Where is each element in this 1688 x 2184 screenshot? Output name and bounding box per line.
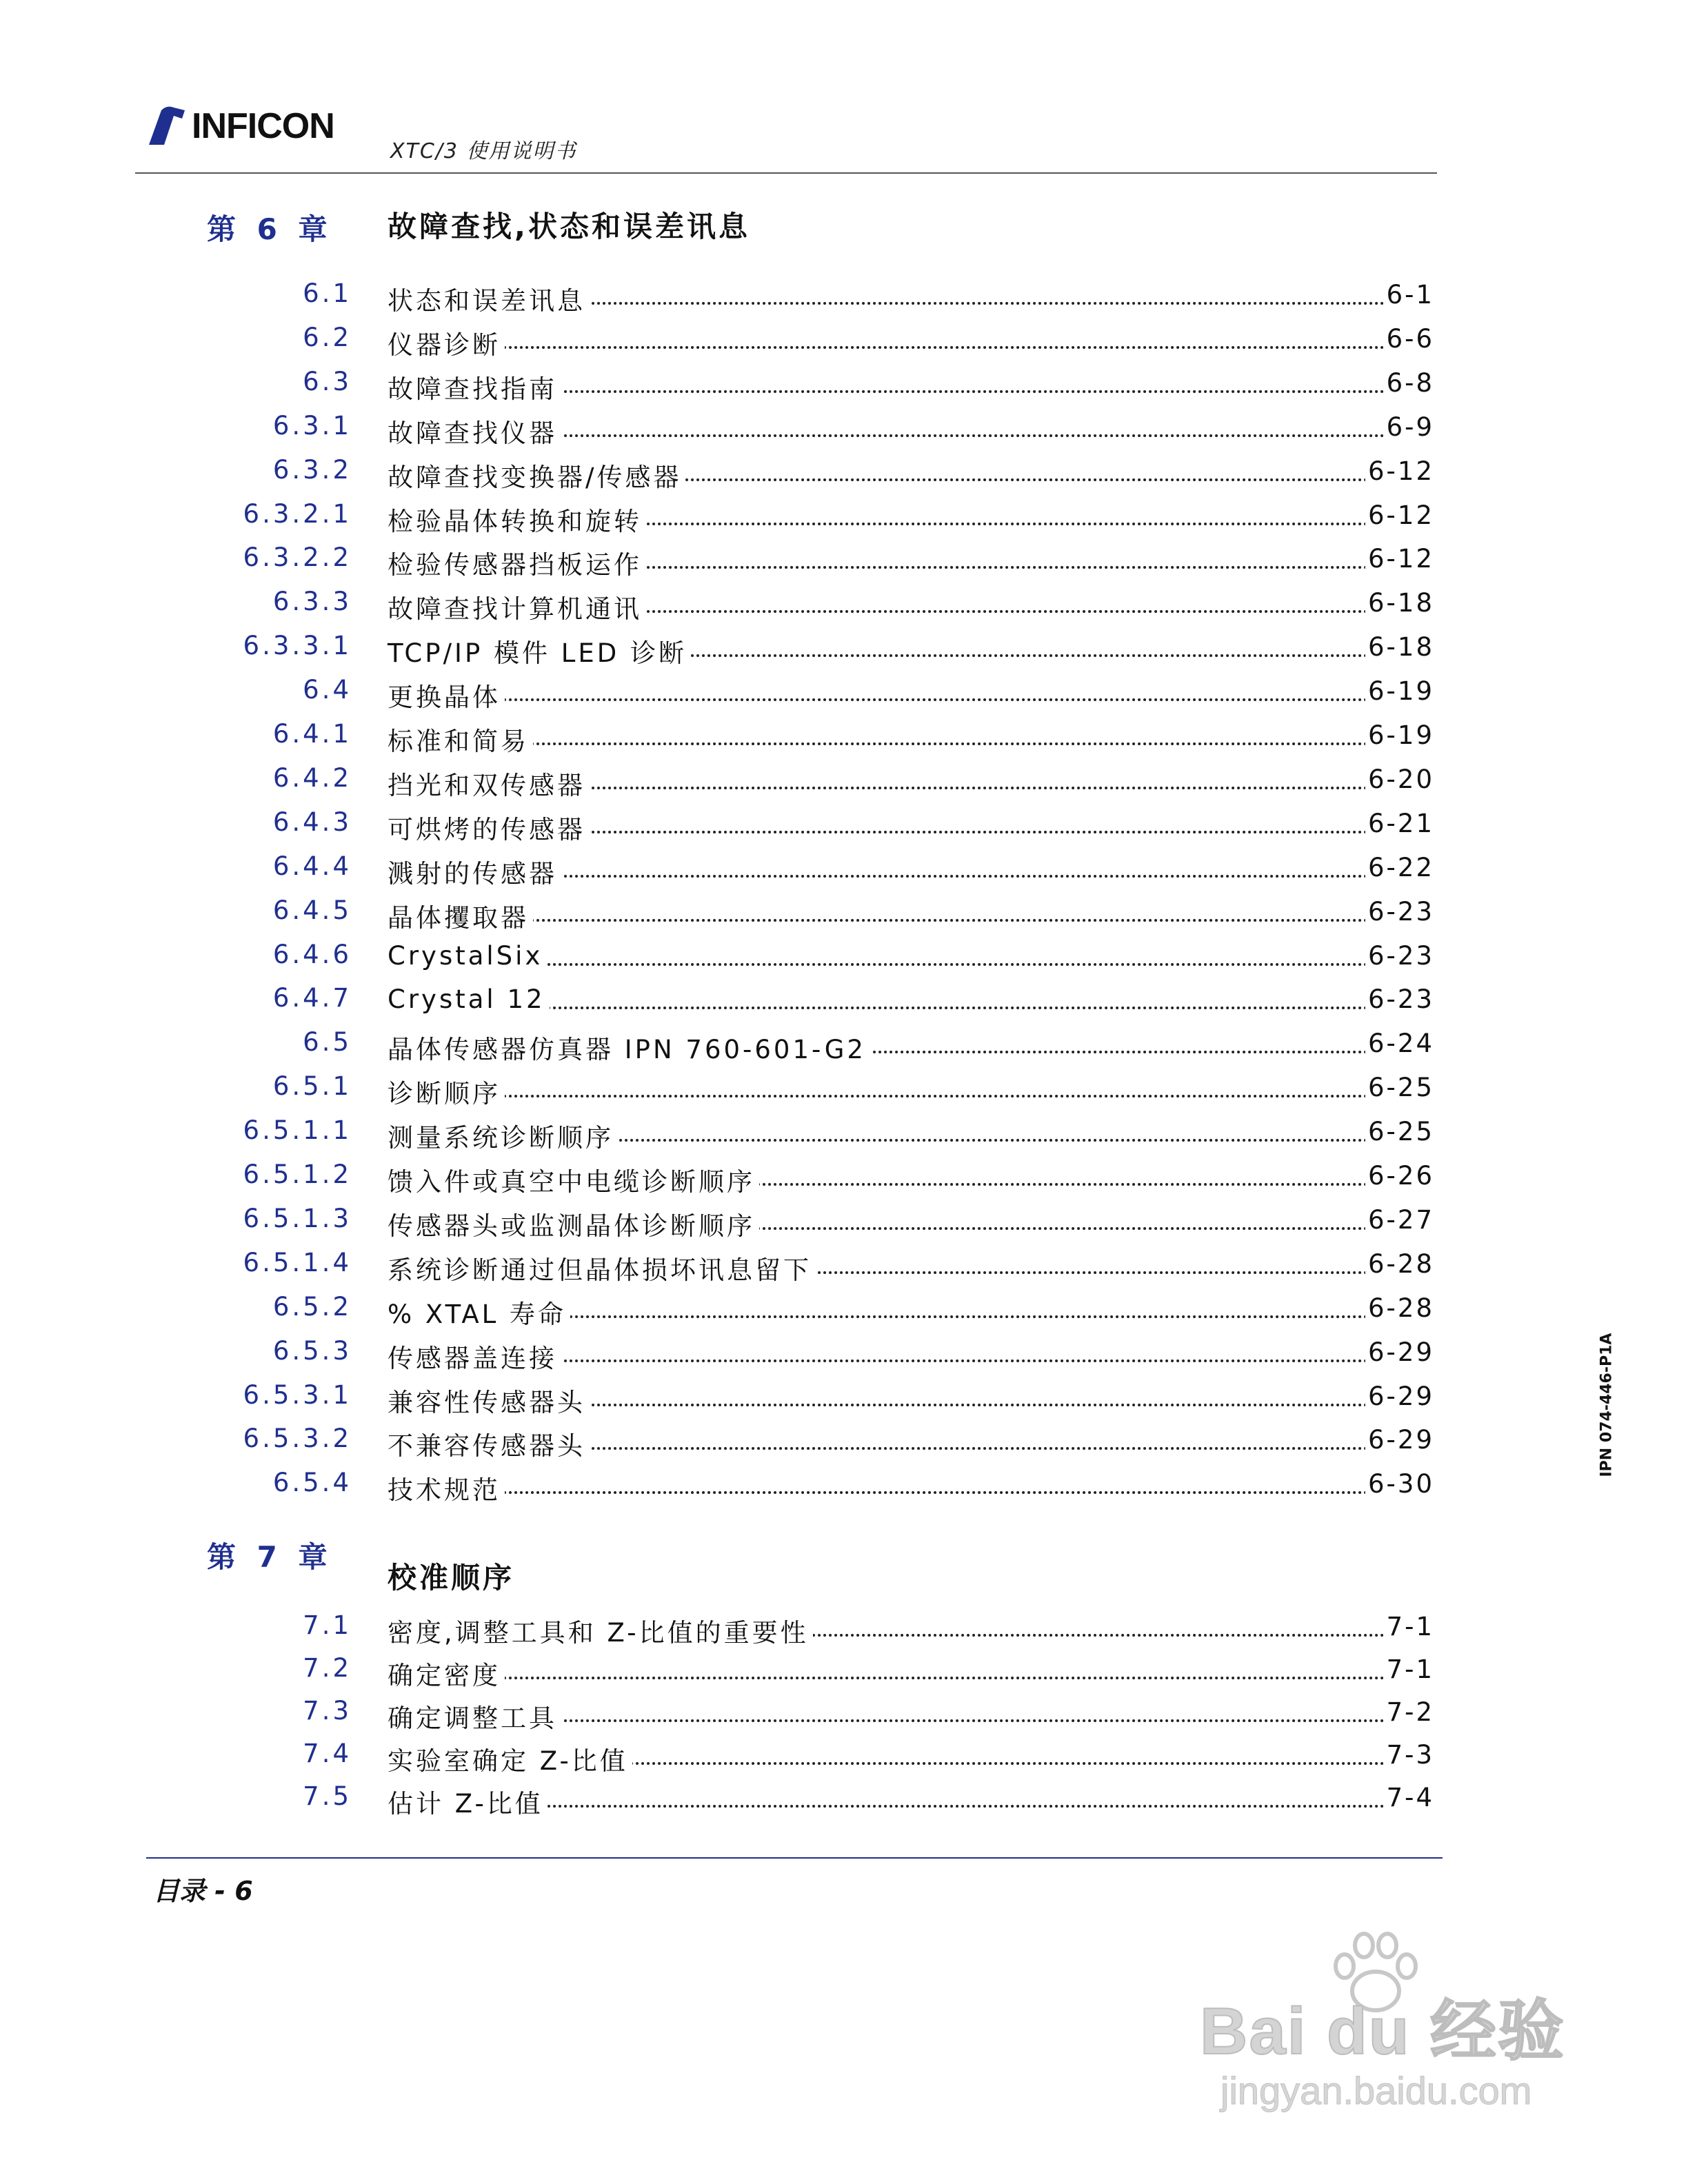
toc-entry-title: 确定调整工具 bbox=[388, 1697, 561, 1735]
toc-entry[interactable] bbox=[0, 940, 1434, 978]
toc-entry-page: 6-25 bbox=[1365, 1073, 1434, 1102]
toc-entry-title: 仪器诊断 bbox=[388, 324, 505, 361]
toc-entry-title: 故障查找指南 bbox=[388, 368, 561, 405]
toc-entry-number: 6.3.2.1 bbox=[243, 498, 352, 529]
toc-entry-number: 6.5.1.4 bbox=[243, 1247, 352, 1277]
chapter-title: 校准顺序 bbox=[388, 1561, 515, 1595]
toc-entry-number: 6.4.6 bbox=[272, 939, 352, 969]
toc-entry-page: 6-30 bbox=[1365, 1469, 1434, 1499]
toc-dot-leader bbox=[388, 742, 1434, 745]
header-rule bbox=[135, 172, 1437, 174]
toc-entry-title: 实验室确定 Z-比值 bbox=[388, 1740, 632, 1777]
toc-entry-number: 6.4.2 bbox=[272, 762, 352, 793]
side-ipn-label: IPN 074-446-P1A bbox=[1598, 1333, 1616, 1477]
watermark-url: jingyan.baidu.com bbox=[1220, 2069, 1532, 2112]
toc-entry[interactable] bbox=[0, 1424, 1434, 1462]
toc-dot-leader bbox=[388, 1491, 1434, 1494]
toc-entry-page: 6-20 bbox=[1365, 765, 1434, 794]
toc-entry-number: 7.2 bbox=[303, 1653, 352, 1683]
toc-entry-page: 6-19 bbox=[1365, 720, 1434, 750]
toc-dot-leader bbox=[388, 919, 1434, 922]
toc-entry-number: 6.5.1 bbox=[272, 1071, 352, 1102]
toc-entry-title: 晶体传感器仿真器 IPN 760-601-G2 bbox=[388, 1029, 870, 1066]
toc-entry[interactable] bbox=[0, 1610, 1434, 1649]
toc-entry-page: 6-12 bbox=[1365, 544, 1434, 574]
toc-entry-number: 6.5 bbox=[303, 1027, 352, 1058]
toc-entry-title: 估计 Z-比值 bbox=[388, 1783, 547, 1820]
toc-entry[interactable] bbox=[0, 279, 1434, 317]
toc-entry[interactable] bbox=[0, 983, 1434, 1022]
toc-entry-number: 6.4.7 bbox=[272, 983, 352, 1013]
toc-entry[interactable] bbox=[0, 763, 1434, 802]
toc-entry-number: 6.5.4 bbox=[272, 1468, 352, 1498]
toc-entry-title: 状态和误差讯息 bbox=[388, 280, 590, 317]
toc-entry-page: 6-6 bbox=[1384, 324, 1434, 354]
toc-entry-page: 6-27 bbox=[1365, 1205, 1434, 1235]
toc-entry-number: 6.3.1 bbox=[272, 410, 352, 441]
toc-entry-number: 6.5.1.3 bbox=[243, 1203, 352, 1233]
toc-entry-title: Crystal 12 bbox=[388, 984, 550, 1014]
toc-entry-title: 密度,调整工具和 Z-比值的重要性 bbox=[388, 1612, 813, 1649]
toc-entry-page: 7-1 bbox=[1384, 1612, 1434, 1641]
toc-entry-page: 6-23 bbox=[1365, 897, 1434, 927]
toc-entry-title: 传感器盖连接 bbox=[388, 1337, 561, 1375]
toc-entry[interactable] bbox=[0, 807, 1434, 846]
toc-entry-number: 6.1 bbox=[303, 279, 352, 308]
watermark-brand: Bai du 经验 bbox=[1200, 1994, 1566, 2068]
toc-entry-page: 6-28 bbox=[1365, 1249, 1434, 1279]
toc-entry-page: 7-3 bbox=[1384, 1740, 1434, 1770]
toc-entry[interactable] bbox=[0, 631, 1434, 669]
toc-entry-number: 6.4 bbox=[303, 675, 352, 705]
toc-entry-number: 6.3.2 bbox=[272, 454, 352, 485]
toc-entry-page: 6-19 bbox=[1365, 676, 1434, 706]
toc-entry[interactable] bbox=[0, 1380, 1434, 1419]
toc-entry-title: 测量系统诊断顺序 bbox=[388, 1117, 618, 1154]
chapter-label: 第 6 章 bbox=[207, 212, 333, 246]
baidu-watermark bbox=[1200, 1930, 1586, 2151]
toc-entry-page: 7-1 bbox=[1384, 1655, 1434, 1684]
toc-entry-title: 可烘烤的传感器 bbox=[388, 809, 590, 846]
toc-entry-page: 6-25 bbox=[1365, 1117, 1434, 1146]
toc-entry[interactable] bbox=[0, 367, 1434, 405]
toc-entry[interactable] bbox=[0, 1292, 1434, 1331]
toc-entry[interactable] bbox=[0, 543, 1434, 581]
toc-dot-leader bbox=[388, 698, 1434, 701]
toc-entry-title: 确定密度 bbox=[388, 1655, 505, 1692]
toc-entry[interactable] bbox=[0, 411, 1434, 449]
toc-entry[interactable] bbox=[0, 1160, 1434, 1198]
toc-entry[interactable] bbox=[0, 896, 1434, 934]
toc-entry-number: 6.3 bbox=[303, 366, 352, 396]
toc-entry-number: 6.4.4 bbox=[272, 851, 352, 881]
toc-entry-number: 6.3.3.1 bbox=[243, 631, 352, 661]
toc-entry[interactable] bbox=[0, 1781, 1434, 1820]
toc-entry-number: 7.3 bbox=[303, 1696, 352, 1726]
toc-entry-title: 检验晶体转换和旋转 bbox=[388, 501, 646, 538]
toc-entry-number: 6.4.1 bbox=[272, 719, 352, 749]
toc-entry-title: 检验传感器挡板运作 bbox=[388, 544, 646, 581]
toc-entry[interactable] bbox=[0, 1468, 1434, 1506]
toc-entry-number: 6.5.3.1 bbox=[243, 1379, 352, 1410]
chapter-label: 第 7 章 bbox=[207, 1540, 333, 1574]
toc-entry-title: 晶体攫取器 bbox=[388, 897, 533, 934]
toc-entry-page: 6-23 bbox=[1365, 941, 1434, 971]
toc-entry-title: 故障查找变换器/传感器 bbox=[388, 456, 685, 494]
toc-entry-title: 标准和简易 bbox=[388, 720, 533, 758]
toc-entry-page: 7-4 bbox=[1384, 1783, 1434, 1812]
toc-entry-number: 6.3.3 bbox=[272, 587, 352, 617]
toc-entry-number: 7.4 bbox=[303, 1739, 352, 1768]
toc-entry-number: 6.5.3.2 bbox=[243, 1424, 352, 1454]
toc-entry-page: 6-24 bbox=[1365, 1029, 1434, 1058]
toc-entry[interactable] bbox=[0, 455, 1434, 494]
toc-entry-page: 6-12 bbox=[1365, 501, 1434, 530]
toc-entry-title: 技术规范 bbox=[388, 1469, 505, 1506]
toc-entry-page: 6-18 bbox=[1365, 632, 1434, 662]
toc-entry[interactable] bbox=[0, 719, 1434, 758]
toc-entry-page: 6-26 bbox=[1365, 1161, 1434, 1191]
toc-entry-title: 溅射的传感器 bbox=[388, 853, 561, 890]
toc-entry[interactable] bbox=[0, 851, 1434, 890]
logo-text: INFICON bbox=[192, 106, 334, 146]
toc-entry-page: 6-18 bbox=[1365, 588, 1434, 618]
toc-entry-number: 6.5.3 bbox=[272, 1335, 352, 1366]
inficon-logo bbox=[146, 102, 334, 150]
toc-dot-leader bbox=[388, 346, 1434, 349]
footer-rule bbox=[146, 1857, 1443, 1859]
inficon-logo-icon bbox=[146, 105, 189, 148]
toc-entry-page: 6-9 bbox=[1384, 412, 1434, 442]
toc-entry[interactable] bbox=[0, 323, 1434, 361]
toc-entry[interactable] bbox=[0, 675, 1434, 714]
toc-entry-title: 馈入件或真空中电缆诊断顺序 bbox=[388, 1161, 759, 1198]
toc-dot-leader bbox=[388, 1095, 1434, 1098]
toc-entry[interactable] bbox=[0, 1115, 1434, 1154]
toc-entry-title: % XTAL 寿命 bbox=[388, 1293, 570, 1331]
toc-entry-title: 故障查找仪器 bbox=[388, 412, 561, 449]
toc-entry-title: 兼容性传感器头 bbox=[388, 1382, 590, 1419]
toc-entry-page: 6-29 bbox=[1365, 1425, 1434, 1455]
toc-entry-title: 挡光和双传感器 bbox=[388, 765, 590, 802]
toc-dot-leader bbox=[388, 1677, 1434, 1679]
toc-entry-page: 6-28 bbox=[1365, 1293, 1434, 1323]
toc-entry-page: 6-22 bbox=[1365, 853, 1434, 882]
toc-entry-number: 7.1 bbox=[303, 1610, 352, 1640]
toc-entry-title: 诊断顺序 bbox=[388, 1073, 505, 1110]
toc-entry-title: 传感器头或监测晶体诊断顺序 bbox=[388, 1205, 759, 1242]
toc-entry-title: 更换晶体 bbox=[388, 676, 505, 714]
toc-entry-title: 故障查找计算机通讯 bbox=[388, 588, 646, 625]
toc-entry-number: 6.5.2 bbox=[272, 1291, 352, 1322]
toc-entry-title: 系统诊断通过但晶体损坏讯息留下 bbox=[388, 1249, 816, 1286]
toc-entry[interactable] bbox=[0, 1204, 1434, 1242]
toc-entry[interactable] bbox=[0, 1071, 1434, 1110]
document-title: XTC/3 使用说明书 bbox=[390, 139, 577, 163]
toc-entry[interactable] bbox=[0, 587, 1434, 625]
toc-entry-page: 6-8 bbox=[1384, 368, 1434, 398]
toc-entry-page: 6-12 bbox=[1365, 456, 1434, 486]
toc-entry-page: 6-21 bbox=[1365, 809, 1434, 838]
toc-entry-page: 6-1 bbox=[1384, 280, 1434, 310]
toc-entry-number: 6.3.2.2 bbox=[243, 543, 352, 573]
toc-entry[interactable] bbox=[0, 1739, 1434, 1777]
chapter-title: 故障查找,状态和误差讯息 bbox=[388, 210, 750, 243]
toc-entry-page: 7-2 bbox=[1384, 1697, 1434, 1727]
toc-entry[interactable] bbox=[0, 1027, 1434, 1066]
toc-entry-number: 6.4.5 bbox=[272, 895, 352, 925]
toc-entry-number: 6.5.1.1 bbox=[243, 1115, 352, 1146]
toc-entry-page: 6-29 bbox=[1365, 1382, 1434, 1411]
toc-entry[interactable] bbox=[0, 499, 1434, 538]
toc-entry-title: CrystalSix bbox=[388, 941, 547, 971]
toc-entry-number: 7.5 bbox=[303, 1781, 352, 1811]
toc-entry-title: 不兼容传感器头 bbox=[388, 1425, 590, 1462]
toc-entry-number: 6.5.1.2 bbox=[243, 1160, 352, 1189]
toc-entry[interactable] bbox=[0, 1696, 1434, 1735]
page-footer: 目录 - 6 bbox=[153, 1876, 253, 1906]
toc-entry-title: TCP/IP 模件 LED 诊断 bbox=[388, 632, 691, 669]
toc-entry-number: 6.4.3 bbox=[272, 807, 352, 837]
toc-entry-page: 6-29 bbox=[1365, 1337, 1434, 1367]
toc-entry-number: 6.2 bbox=[303, 322, 352, 352]
toc-entry-page: 6-23 bbox=[1365, 984, 1434, 1014]
toc-entry[interactable] bbox=[0, 1653, 1434, 1692]
toc-entry[interactable] bbox=[0, 1248, 1434, 1286]
toc-entry[interactable] bbox=[0, 1336, 1434, 1375]
